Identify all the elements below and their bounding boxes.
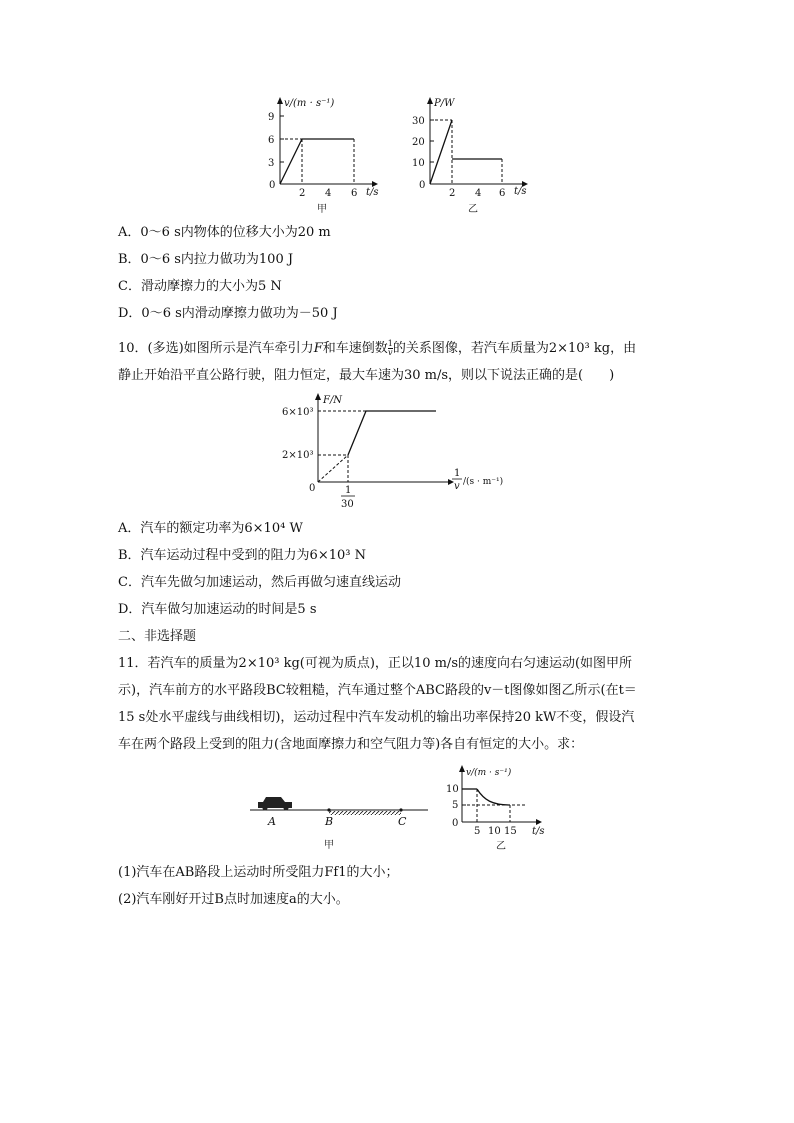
q9-option-d: D．0～6 s内滑动摩擦力做功为－50 J [118, 306, 338, 321]
ytick: 0 [452, 818, 459, 829]
graph-f-inverse-v [278, 392, 518, 512]
ytick: 5 [452, 800, 459, 811]
xlabel: t/s [532, 826, 545, 837]
q11-sub2: (2)汽车刚好开过B点时加速度a的大小。 [118, 892, 349, 907]
ytick: 3 [268, 158, 275, 169]
ylabel: F/N [323, 395, 343, 406]
xlabel: t/s [366, 187, 379, 198]
ylabel: P/W [434, 98, 455, 109]
ytick: 9 [268, 112, 275, 123]
q10-option-c: C．汽车先做匀加速运动，然后再做匀速直线运动 [118, 575, 401, 590]
ytick-low: 2×10³ [282, 450, 314, 461]
xtick: 5 [474, 826, 481, 837]
ytick: 30 [412, 116, 425, 127]
xlabel-num: 1 [454, 468, 461, 479]
xtick: 2 [299, 188, 306, 199]
ytick: 0 [269, 180, 276, 191]
point-a: A [268, 815, 276, 828]
q11-stem-line3: 15 s处水平虚线与曲线相切)，运动过程中汽车发动机的输出功率保持20 kW不变，假设汽 [118, 710, 635, 725]
origin: 0 [309, 483, 316, 494]
ytick: 20 [412, 137, 425, 148]
caption: 乙 [496, 841, 506, 852]
xlabel-den: v [454, 481, 460, 492]
ytick: 10 [412, 158, 425, 169]
xtick: 15 [504, 826, 517, 837]
point-c: C [398, 815, 407, 828]
q10-option-a: A．汽车的额定功率为6×10⁴ W [118, 521, 303, 536]
xtick: 4 [475, 188, 482, 199]
point-b: B [325, 815, 334, 828]
xlabel-unit: /(s · m⁻¹) [463, 477, 504, 487]
q9-option-a: A．0～6 s内物体的位移大小为20 m [118, 225, 331, 240]
q9-option-b: B．0～6 s内拉力做功为100 J [118, 252, 294, 267]
caption: 乙 [468, 204, 478, 214]
ytick: 6 [268, 135, 275, 146]
q10-stem-line2: 静止开始沿平直公路行驶，阻力恒定，最大车速为30 m/s，则以下说法正确的是( ) [118, 368, 615, 383]
ytick: 10 [446, 784, 459, 795]
xtick: 4 [325, 188, 332, 199]
q11-stem-line4: 车在两个路段上受到的阻力(含地面摩擦力和空气阻力等)各自有恒定的大小。求： [118, 737, 584, 752]
road-diagram-jia [248, 790, 438, 854]
ylabel: v/(m · s⁻¹) [466, 768, 512, 778]
graph-jia-vt [262, 92, 382, 214]
q11-sub1: (1)汽车在AB路段上运动时所受阻力Ff1的大小； [118, 865, 399, 880]
caption: 甲 [324, 840, 334, 851]
ytick: 0 [419, 180, 426, 191]
q11-stem-line2: 示)，汽车前方的水平路段BC较粗糙，汽车通过整个ABC路段的v－t图像如图乙所示(在t＝ [118, 683, 637, 698]
section-heading: 二、非选择题 [118, 629, 197, 644]
graph-yi-pt [406, 92, 536, 214]
xtick: 10 [488, 826, 501, 837]
xlabel: t/s [514, 186, 527, 197]
q10-option-b: B．汽车运动过程中受到的阻力为6×10³ N [118, 548, 366, 563]
q9-option-c: C．滑动摩擦力的大小为5 N [118, 279, 282, 294]
ylabel: v/(m · s⁻¹) [284, 98, 335, 109]
caption: 甲 [317, 204, 327, 214]
car-icon [258, 797, 292, 811]
q10-option-d: D．汽车做匀加速运动的时间是5 s [118, 602, 317, 617]
graph-yi-vt [440, 764, 560, 856]
xtick-den: 30 [341, 499, 354, 510]
ytick-high: 6×10³ [282, 407, 314, 418]
xtick: 2 [449, 188, 456, 199]
q10-stem-line1: 10．(多选)如图所示是汽车牵引力F和车速倒数 $\frac{1}{v}$ 的关系图像，若汽车质量为2×10³ kg，由 [118, 339, 637, 357]
xtick: 6 [499, 188, 506, 199]
xtick-num: 1 [345, 485, 352, 496]
q11-stem-line1: 11．若汽车的质量为2×10³ kg(可视为质点)，正以10 m/s的速度向右匀速运动(如图甲所 [118, 656, 633, 671]
xtick: 6 [351, 188, 358, 199]
